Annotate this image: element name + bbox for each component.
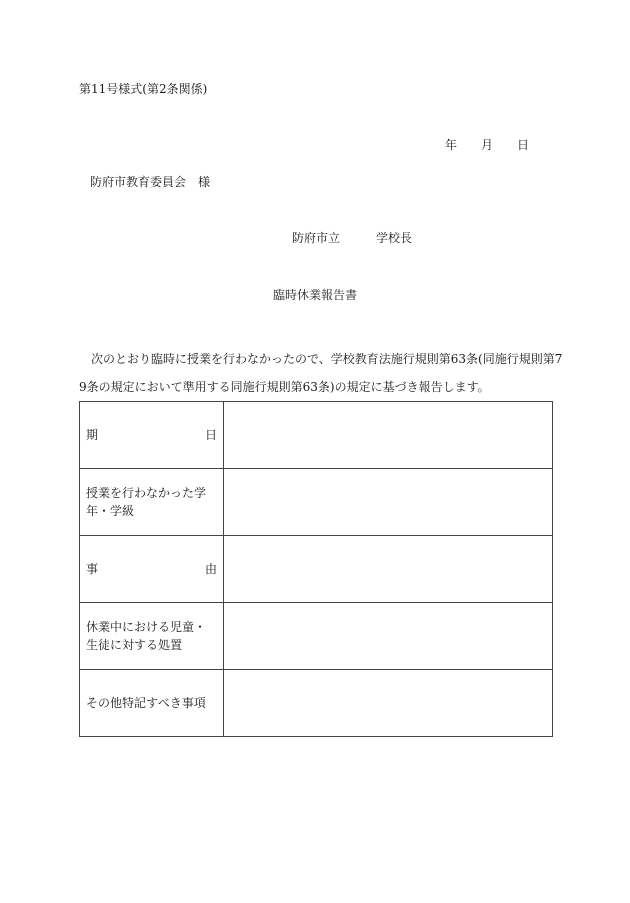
table-row-affected-classes	[80, 469, 553, 536]
other-notes-label: その他特記すべき事項	[80, 670, 224, 737]
reason-label-char-1: 事	[86, 562, 99, 576]
reason-value-cell[interactable]	[224, 536, 553, 603]
measures-value-cell[interactable]	[224, 603, 553, 670]
report-date	[445, 137, 529, 153]
reason-label-cell	[80, 536, 224, 603]
table-row-other-notes	[80, 670, 553, 737]
document-title: 臨時休業報告書	[272, 288, 357, 302]
affected-classes-label: 授業を行わなかった学年・学級	[80, 469, 224, 536]
table-row-measures	[80, 603, 553, 670]
addressee: 防府市教育委員会 様	[90, 175, 211, 189]
body-line-1: 次のとおり臨時に授業を行わなかったので、学校教育法施行規則第63条(同施行規則第7	[91, 352, 563, 366]
other-notes-value-cell[interactable]	[224, 670, 553, 737]
measures-label: 休業中における児童・生徒に対する処置	[80, 603, 224, 670]
form-number: 第11号様式(第2条関係)	[79, 82, 208, 96]
body-line-2: 9条の規定において準用する同施行規則第63条)の規定に基づき報告します。	[79, 380, 490, 394]
affected-classes-value-cell[interactable]	[224, 469, 553, 536]
date-year-label: 年	[445, 138, 458, 152]
period-value-cell[interactable]	[224, 402, 553, 469]
date-month-label: 月	[481, 138, 494, 152]
period-label-char-1: 期	[86, 428, 99, 442]
period-label-cell	[80, 402, 224, 469]
report-table	[79, 401, 553, 737]
body-paragraph	[79, 345, 563, 401]
sender	[292, 230, 412, 246]
table-row-reason	[80, 536, 553, 603]
sender-title: 学校長	[376, 231, 413, 245]
period-label-char-2: 日	[204, 428, 217, 442]
date-day-label: 日	[517, 138, 530, 152]
reason-label-char-2: 由	[204, 562, 217, 576]
sender-prefix: 防府市立	[292, 231, 341, 245]
table-row-period	[80, 402, 553, 469]
